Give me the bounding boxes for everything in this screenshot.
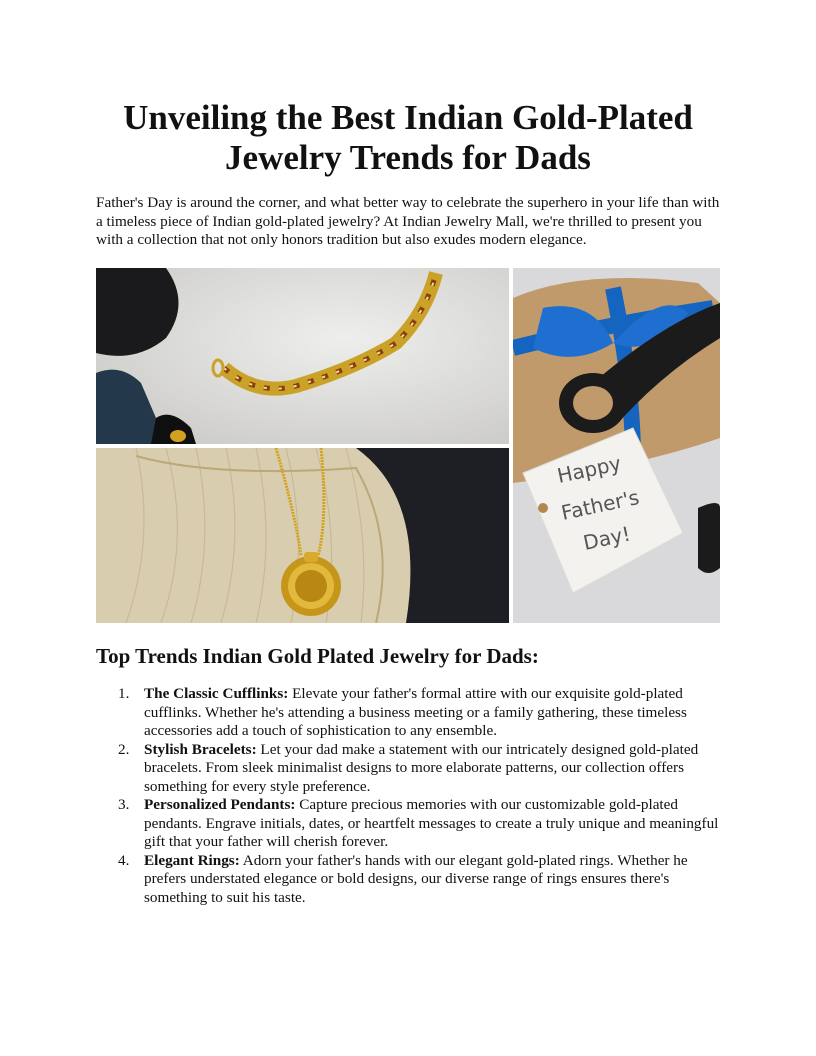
trend-text: Let your dad make a statement with our intricately designed gold-plated bracelets. From sleek minimalist designs to more elaborate patterns, our collection offers something for every style preference. [144, 740, 699, 795]
fathers-day-gift-photo [513, 268, 720, 623]
list-number: 1. [118, 685, 130, 702]
trend-label: Personalized Pendants: [144, 796, 296, 813]
page-title: Unveiling the Best Indian Gold-Plated Jewelry Trends for Dads [123, 98, 693, 177]
list-item [96, 852, 726, 908]
list-number: 2. [118, 740, 130, 758]
trend-label: Stylish Bracelets: [144, 740, 257, 758]
trend-text: Adorn your father's hands with our elegant gold-plated rings. Whether he prefers understated elegance or bold designs, our diverse range of rings ensures there's something to suit his taste. [144, 851, 688, 906]
bracelet-photo [96, 268, 509, 444]
list-number: 4. [118, 851, 130, 869]
card-text-line-3: Day! [581, 521, 633, 555]
trend-label: Elegant Rings: [144, 851, 240, 869]
intro-paragraph: Father's Day is around the corner, and what better way to celebrate the superhero in your life than with a timeless piece of Indian gold-plated jewelry? At Indian Jewelry Mall, we're thrilled to present you with a collection that not only honors tradition but also exudes modern elegance. [96, 194, 720, 248]
list-item [96, 741, 726, 797]
card-text-line-2: Father's [559, 485, 642, 525]
trends-list [96, 685, 726, 907]
section-heading: Top Trends Indian Gold Plated Jewelry for Dads: [96, 644, 539, 668]
trend-text: Elevate your father's formal attire with our exquisite gold-plated cufflinks. Whether he's attending a business meeting or a family gathering, these timeless accessories add a touch of sophistication to any ensemble. [144, 685, 687, 739]
pendant-photo [96, 448, 509, 623]
list-item [96, 685, 726, 741]
trend-text: Capture precious memories with our customizable gold-plated pendants. Engrave initials, dates, or heartfelt messages to create a truly unique and meaningful gift that your father will cherish forever. [144, 796, 719, 850]
list-number: 3. [118, 796, 130, 813]
card-text-line-1: Happy [555, 450, 624, 488]
trend-label: The Classic Cufflinks: [144, 685, 289, 702]
list-item [96, 796, 726, 852]
photo-collage [96, 268, 720, 623]
